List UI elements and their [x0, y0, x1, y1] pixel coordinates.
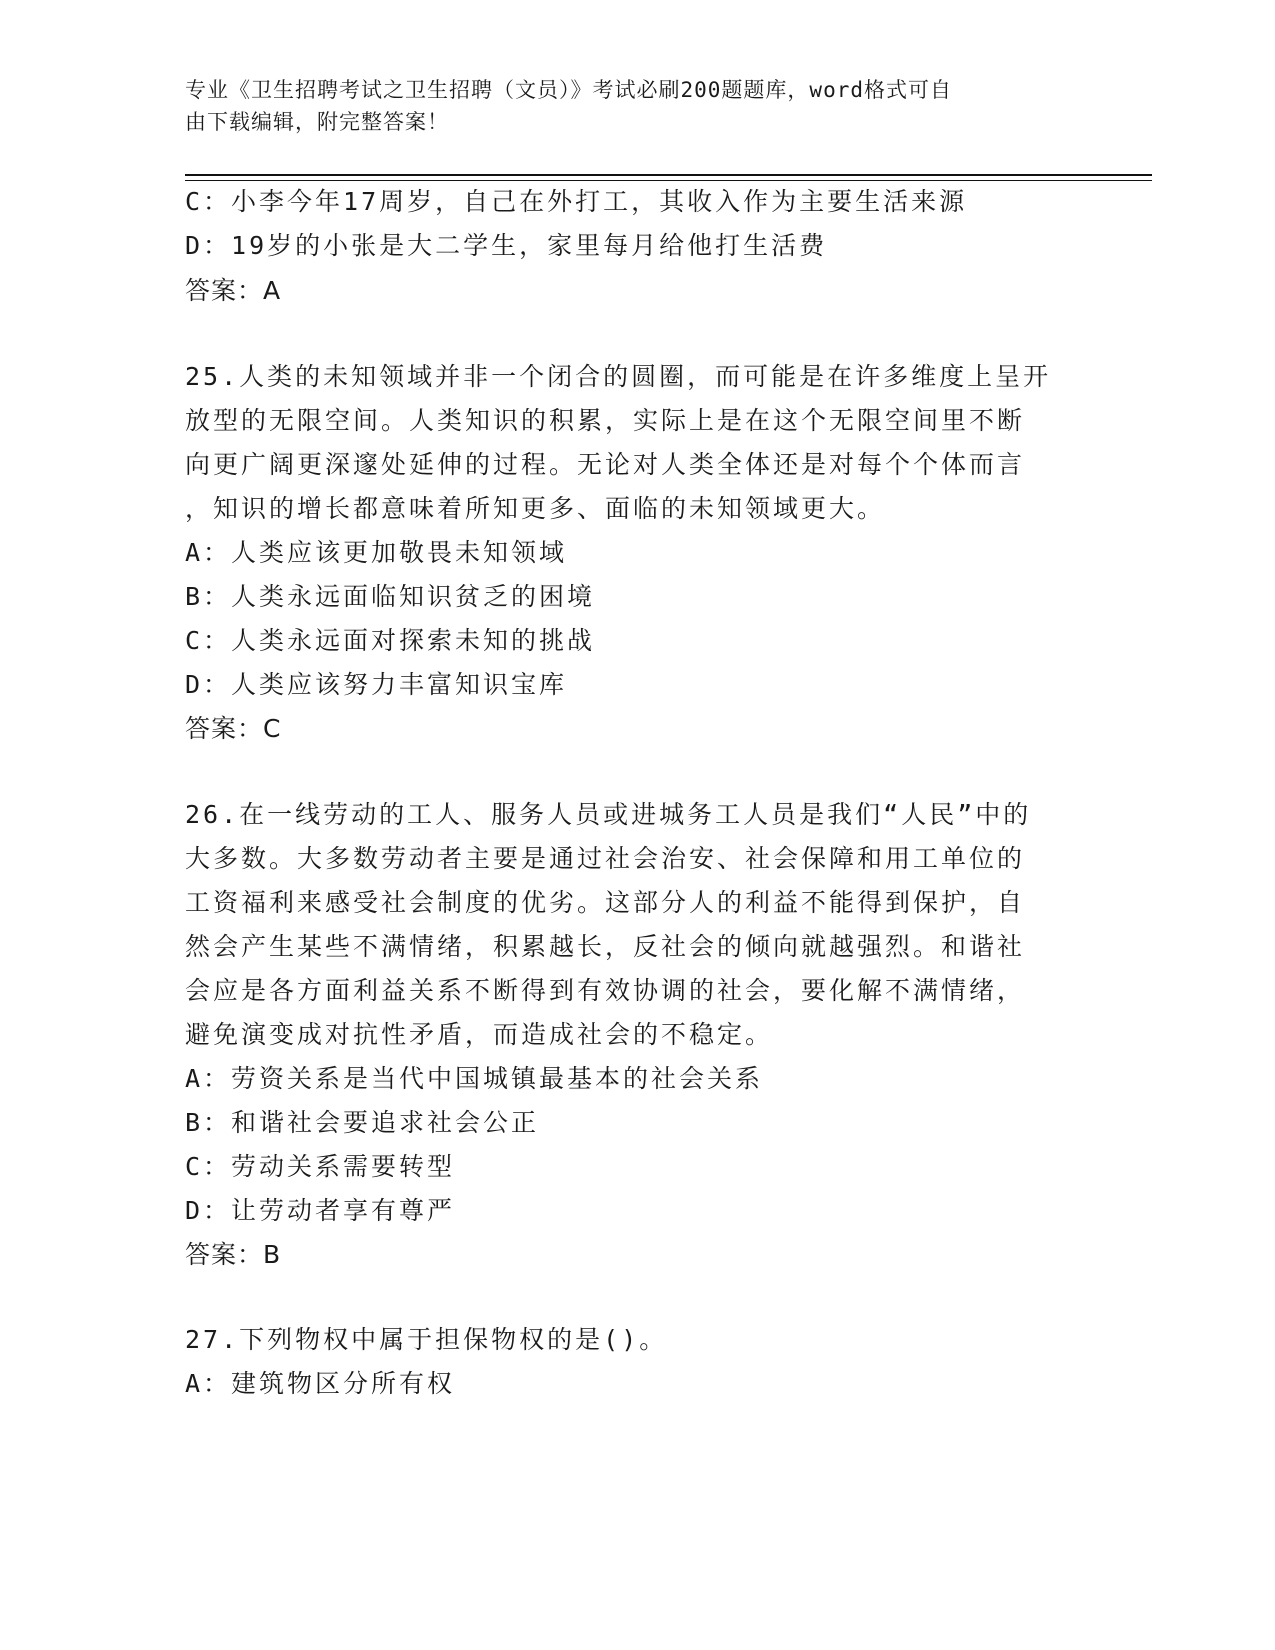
- q26-text-line-2: 大多数。大多数劳动者主要是通过社会治安、社会保障和用工单位的: [185, 844, 1026, 873]
- q25-answer: 答案：C: [185, 714, 282, 743]
- prev-option-d: D：19岁的小张是大二学生，家里每月给他打生活费: [185, 231, 828, 260]
- prev-option-c: C：小李今年17周岁，自己在外打工，其收入作为主要生活来源: [185, 187, 968, 216]
- q26-text-line-4: 然会产生某些不满情绪，积累越长，反社会的倾向就越强烈。和谐社: [185, 932, 1026, 961]
- q26-option-a: A：劳资关系是当代中国城镇最基本的社会关系: [185, 1064, 764, 1093]
- q25-option-b: B：人类永远面临知识贫乏的困境: [185, 582, 596, 611]
- q25-text-line-3: 向更广阔更深邃处延伸的过程。无论对人类全体还是对每个个体而言: [185, 450, 1026, 479]
- q26-option-c: C：劳动关系需要转型: [185, 1152, 456, 1181]
- q26-text-line-5: 会应是各方面利益关系不断得到有效协调的社会，要化解不满情绪，: [185, 976, 1026, 1005]
- q26-text-line-6: 避免演变成对抗性矛盾，而造成社会的不稳定。: [185, 1020, 774, 1049]
- q27-text-line-1: 27.下列物权中属于担保物权的是()。: [185, 1325, 668, 1354]
- q26-text-line-3: 工资福利来感受社会制度的优劣。这部分人的利益不能得到保护，自: [185, 888, 1026, 917]
- header-rule-thin: [185, 180, 1152, 181]
- q25-option-c: C：人类永远面对探索未知的挑战: [185, 626, 596, 655]
- q27-option-a: A：建筑物区分所有权: [185, 1369, 456, 1398]
- header-line-1: 专业《卫生招聘考试之卫生招聘（文员）》考试必刷200题题库，word格式可自: [185, 78, 952, 102]
- q25-text-line-4: ，知识的增长都意味着所知更多、面临的未知领域更大。: [185, 494, 886, 523]
- prev-answer: 答案：A: [185, 276, 282, 305]
- q25-option-a: A：人类应该更加敬畏未知领域: [185, 538, 568, 567]
- document-header: [185, 74, 1065, 138]
- header-rule-thick: [185, 174, 1152, 176]
- q25-text-line-1: 25.人类的未知领域并非一个闭合的圆圈，而可能是在许多维度上呈开: [185, 362, 1052, 391]
- q25-text-line-2: 放型的无限空间。人类知识的积累，实际上是在这个无限空间里不断: [185, 406, 1026, 435]
- q26-text-line-1: 26.在一线劳动的工人、服务人员或进城务工人员是我们“人民”中的: [185, 800, 1032, 829]
- header-line-2: 由下载编辑，附完整答案！: [185, 110, 449, 134]
- q25-option-d: D：人类应该努力丰富知识宝库: [185, 670, 568, 699]
- q26-option-d: D：让劳动者享有尊严: [185, 1196, 456, 1225]
- q26-option-b: B：和谐社会要追求社会公正: [185, 1108, 540, 1137]
- q26-answer: 答案：B: [185, 1240, 282, 1269]
